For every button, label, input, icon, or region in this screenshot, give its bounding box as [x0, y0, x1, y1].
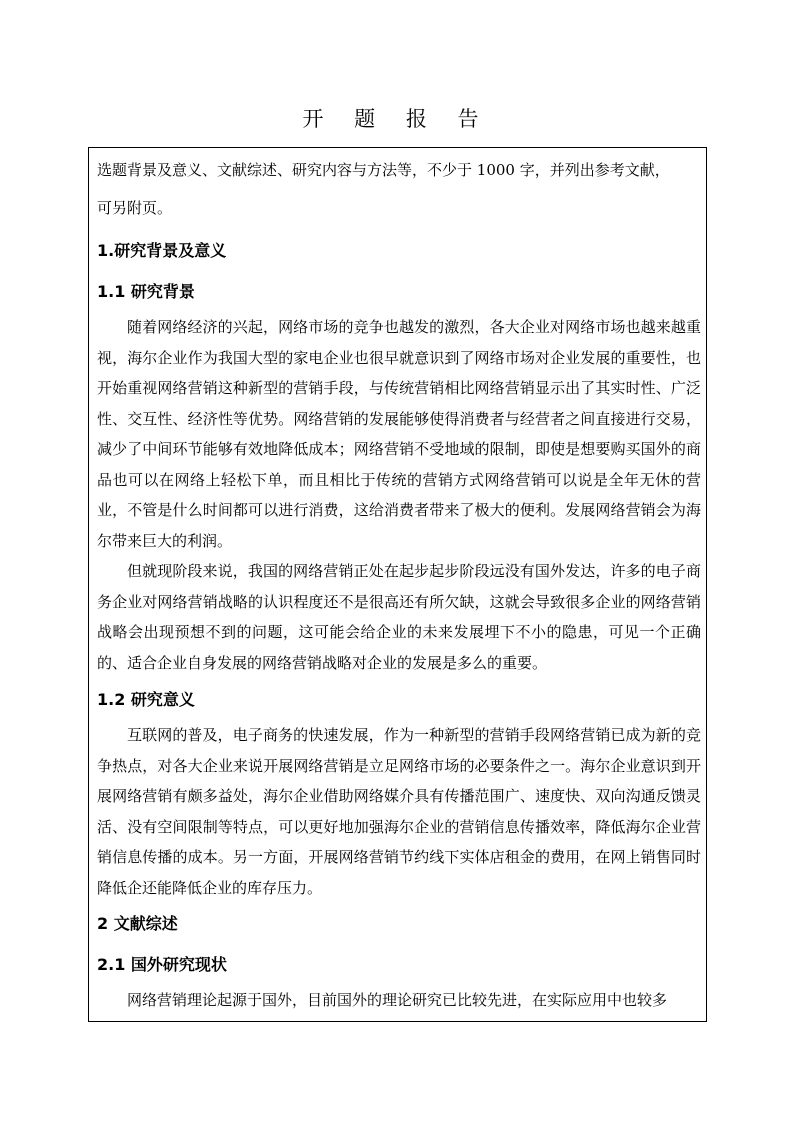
- section-2-heading: 2 文献综述: [97, 914, 178, 933]
- report-content: [97, 148, 701, 1016]
- report-table-cell: [88, 147, 707, 1022]
- section-1-heading: 1.研究背景及意义: [97, 241, 227, 260]
- section-1-1-heading: 1.1 研究背景: [97, 282, 195, 301]
- section-2-1-heading: 2.1 国外研究现状: [97, 955, 227, 974]
- section-2-1-paragraph-1: 网络营销理论起源于国外，目前国外的理论研究已比较先进，在实际应用中也较多: [127, 991, 668, 1009]
- instruction-line-1: 选题背景及意义、文献综述、研究内容与方法等，不少于 1000 字，并列出参考文献，: [97, 161, 670, 179]
- section-1-2-paragraph-1: 互联网的普及，电子商务的快速发展，作为一种新型的营销手段网络营销已成为新的竞争热点，对各大企业来说开展网络营销是立足网络市场的必要条件之一。海尔企业意识到开展网络营销有颇多益处，海尔企业借助网络媒介具有传播范围广、速度快、双向沟通反馈灵活、没有空间限制等特点，可以更好地加强海尔企业的营销信息传播效率，降低海尔企业营销信息传播的成本。另一方面，开展网络营销节约线下实体店租金的费用，在网上销售同时降低企还能降低企业的库存压力。: [97, 726, 701, 897]
- section-1-1-paragraph-2: 但就现阶段来说，我国的网络营销正处在起步起步阶段远没有国外发达，许多的电子商务企业对网络营销战略的认识程度还不是很高还有所欠缺，这就会导致很多企业的网络营销战略会出现预想不到的问题，这可能会给企业的未来发展埋下不小的隐患，可见一个正确的、适合企业自身发展的网络营销战略对企业的发展是多么的重要。: [97, 562, 701, 672]
- section-1-1-paragraph-1: 随着网络经济的兴起，网络市场的竞争也越发的激烈，各大企业对网络市场也越来越重视，海尔企业作为我国大型的家电企业也很早就意识到了网络市场对企业发展的重要性，也开始重视网络营销这种新型的营销手段，与传统营销相比网络营销显示出了其实时性、广泛性、交互性、经济性等优势。网络营销的发展能够使得消费者与经营者之间直接进行交易，减少了中间环节能够有效地降低成本；网络营销不受地域的限制，即使是想要购买国外的商品也可以在网络上轻松下单，而且相比于传统的营销方式网络营销可以说是全年无休的营业，不管是什么时间都可以进行消费，这给消费者带来了极大的便利。发展网络营销会为海尔带来巨大的利润。: [97, 318, 701, 550]
- section-1-2-heading: 1.2 研究意义: [97, 690, 195, 709]
- page-title: 开 题 报 告: [302, 107, 491, 131]
- instruction-line-2: 可另附页。: [97, 199, 173, 217]
